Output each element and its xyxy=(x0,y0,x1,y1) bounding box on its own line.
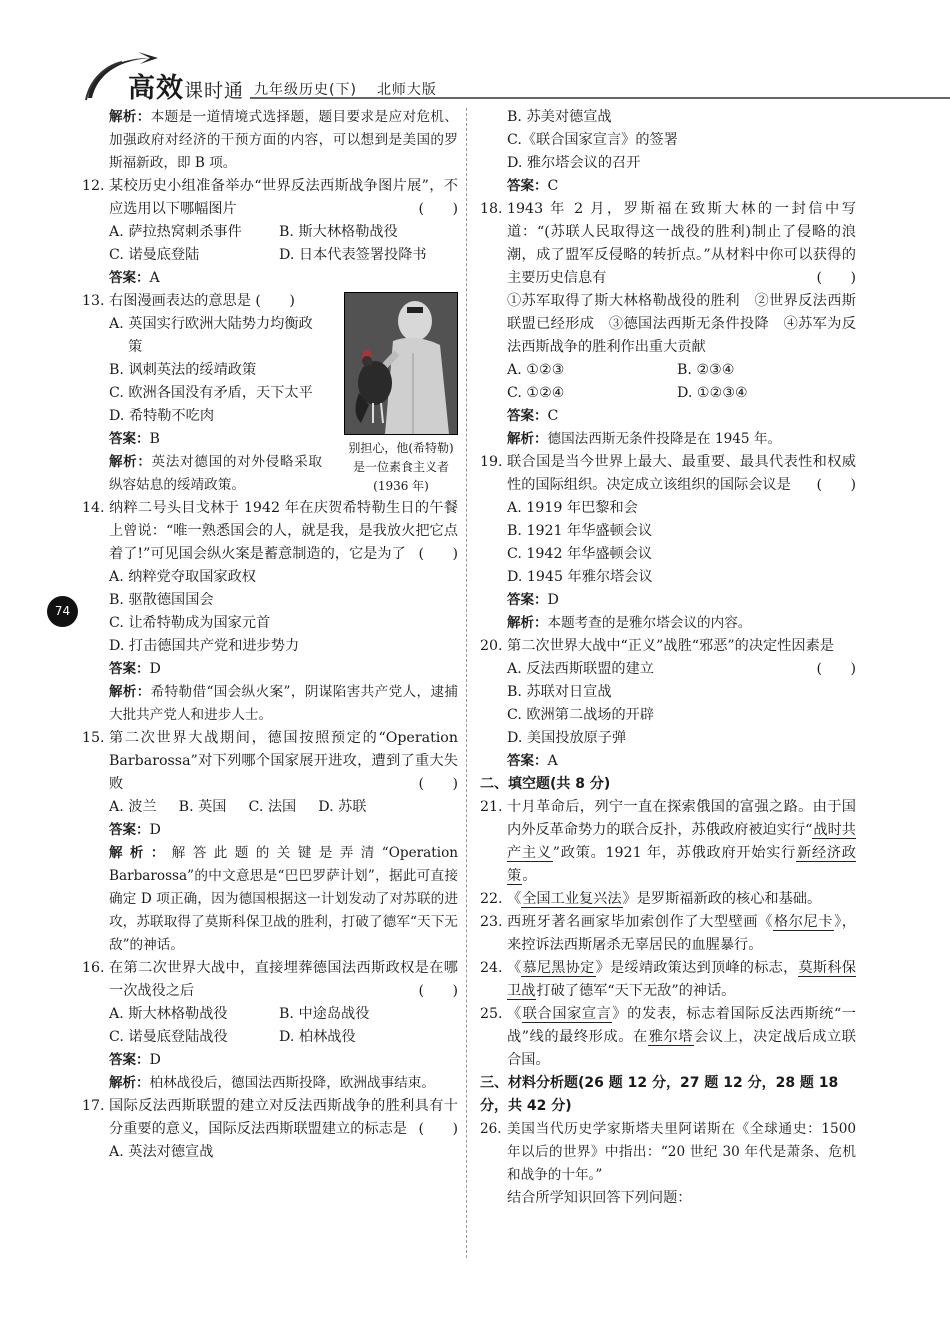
question-16: 16. 在第二次世界大战中，直接埋葬德国法西斯政权是在哪一次战役之后 ( ) xyxy=(82,960,458,999)
question-22: 22. 《全国工业复兴法》是罗斯福新政的核心和基础。 xyxy=(480,891,822,907)
q20-answer: 答案：A xyxy=(507,753,558,769)
right-column xyxy=(480,106,856,1210)
q19-option-c: C. 1942 年华盛顿会议 xyxy=(507,546,653,562)
q13-option-d: D. 希特勒不吃肉 xyxy=(109,408,215,424)
q20-option-a: A. 反法西斯联盟的建立 xyxy=(507,661,654,677)
q18-options-row1: A. ①②③ B. ②③④ xyxy=(507,362,735,378)
section-fill-in-heading: 二、填空题(共 8 分) xyxy=(480,776,611,792)
q18-explanation: 解析：德国法西斯无条件投降是在 1945 年。 xyxy=(507,431,782,447)
question-21: 21. 十月革命后，列宁一直在探索俄国的富强之路。由于国内外反革命势力的联合反扑，苏俄政府被迫实行“战时共产主义”政策。1921 年，苏俄政府开始实行新经济政策。 xyxy=(480,799,856,884)
q14-answer: 答案：D xyxy=(109,661,161,677)
q19-explanation: 解析：本题考查的是雅尔塔会议的内容。 xyxy=(507,615,752,631)
q17-answer: 答案：C xyxy=(507,178,559,194)
q14-option-b: B. 驱散德国国会 xyxy=(109,592,214,608)
q16-answer: 答案：D xyxy=(109,1052,161,1068)
question-14: 14. 纳粹二号头目戈林于 1942 年在庆贺希特勒生日的午餐上曾说：“唯一熟悉国会的人，就是我，是我放火把它点着了!”可见国会纵火案是蓄意制造的，它是为了 ( ) xyxy=(82,500,458,562)
q17-option-d: D. 雅尔塔会议的召开 xyxy=(507,155,641,171)
brand-small: 课时通 xyxy=(184,80,245,102)
q19-option-a: A. 1919 年巴黎和会 xyxy=(507,500,638,516)
q18-answer: 答案：C xyxy=(507,408,559,424)
q17-option-a: A. 英法对德宣战 xyxy=(109,1144,214,1160)
q14-explanation: 解析：希特勒借“国会纵火案”，阴谋陷害共产党人，逮捕大批共产党人和进步人士。 xyxy=(109,684,459,723)
q14-option-d: D. 打击德国共产党和进步势力 xyxy=(109,638,300,654)
q13-option-c: C. 欧洲各国没有矛盾，天下太平 xyxy=(109,385,313,401)
page-header xyxy=(0,0,950,110)
q14-option-c: C. 让希特勒成为国家元首 xyxy=(109,615,271,631)
q12-options-row2: C. 诺曼底登陆 D. 日本代表签署投降书 xyxy=(109,247,427,263)
q26-instruction: 结合所学知识回答下列问题： xyxy=(507,1190,692,1206)
q19-answer: 答案：D xyxy=(507,592,559,608)
q13-explanation: 解析：英法对德国的对外侵略采取纵容姑息的绥靖政策。 xyxy=(109,454,323,493)
question-13: 13. 右图漫画表达的意思是 ( ) xyxy=(82,293,295,309)
q12-options-row1: A. 萨拉热窝刺杀事件 B. 斯大林格勒战役 xyxy=(109,224,398,240)
cartoon-caption: 别担心，他(希特勒)是一位素食主义者(1936 年) xyxy=(348,441,454,493)
question-15: 15. 第二次世界大战期间，德国按照预定的“Operation Barbarossa”对下列哪个国家展开进攻，遭到了重大失败 ( ) xyxy=(82,730,458,792)
q11-explanation: 解析：本题是一道情境式选择题，题目要求是应对危机、加强政府对经济的干预方面的内容，可以想到是美国的罗斯福新政，即 B 项。 xyxy=(109,109,459,171)
q16-options-row2: C. 诺曼底登陆战役 D. 柏林战役 xyxy=(109,1029,356,1045)
cartoon-image xyxy=(344,292,458,435)
brand-title xyxy=(128,66,244,105)
question-18: 18. 1943 年 2 月，罗斯福在致斯大林的一封信中写道：“(苏联人民取得这一战役的胜利)制止了侵略的浪潮，成了盟军反侵略的转折点。”从材料中你可以获得的主要历史信息有 ( ) xyxy=(480,201,856,286)
q20-option-b: B. 苏联对日宣战 xyxy=(507,684,612,700)
q13-option-a: A. 英国实行欧洲大陆势力均衡政策 xyxy=(109,316,313,355)
question-25: 25. 《联合国家宣言》的发表，标志着国际反法西斯统“一战”线的最终形成。在雅尔塔会议上，决定战后成立联合国。 xyxy=(480,1006,856,1068)
question-24: 24. 《慕尼黑协定》是绥靖政策达到顶峰的标志，莫斯科保卫战打破了德军“天下无敌”的神话。 xyxy=(480,960,856,999)
question-26: 26. 美国当代历史学家斯塔夫里阿诺斯在《全球通史：1500 年以后的世界》中指出：“20 世纪 30 年代是萧条、危机和战争的十年。” xyxy=(480,1121,856,1183)
q16-explanation: 解析：柏林战役后，德国法西斯投降，欧洲战事结束。 xyxy=(109,1075,435,1091)
q17-option-b: B. 苏美对德宣战 xyxy=(507,109,612,125)
book-subtitle xyxy=(254,79,437,99)
q18-items: ①苏军取得了斯大林格勒战役的胜利 ②世界反法西斯联盟已经形成 ③德国法西斯无条件投降 ④苏军为反法西斯战争的胜利作出重大贡献 xyxy=(507,293,856,355)
grade-label: 九年级历史(下) xyxy=(254,82,357,98)
left-column xyxy=(82,106,458,1164)
q17-option-c: C.《联合国家宣言》的签署 xyxy=(507,132,678,148)
cartoon-hitler-rooster-illustration xyxy=(345,293,457,434)
question-17: 17. 国际反法西斯联盟的建立对反法西斯战争的胜利具有十分重要的意义，国际反法西斯联盟建立的标志是 ( ) xyxy=(82,1098,458,1137)
q20-option-c: C. 欧洲第二战场的开辟 xyxy=(507,707,655,723)
q16-options-row1: A. 斯大林格勒战役 B. 中途岛战役 xyxy=(109,1006,370,1022)
q19-option-b: B. 1921 年华盛顿会议 xyxy=(507,523,653,539)
q13-option-b: B. 讽刺英法的绥靖政策 xyxy=(109,362,257,378)
q18-options-row2: C. ①②④ D. ①②③④ xyxy=(507,385,748,401)
question-23: 23. 西班牙著名画家毕加索创作了大型壁画《格尔尼卡》，来控诉法西斯屠杀无辜居民的血腥暴行。 xyxy=(480,914,856,953)
q12-answer: 答案：A xyxy=(109,270,160,286)
page-number-badge: 74 xyxy=(47,596,78,627)
question-20: 20. 第二次世界大战中“正义”战胜“邪恶”的决定性因素是 ( ) xyxy=(480,638,856,677)
edition-label: 北师大版 xyxy=(376,82,437,98)
q14-option-a: A. 纳粹党夺取国家政权 xyxy=(109,569,256,585)
q19-option-d: D. 1945 年雅尔塔会议 xyxy=(507,569,653,585)
q20-option-d: D. 美国投放原子弹 xyxy=(507,730,627,746)
q15-answer: 答案：D xyxy=(109,822,161,838)
question-19: 19. 联合国是当今世界上最大、最重要、最具代表性和权威性的国际组织。决定成立该组织的国际会议是 ( ) xyxy=(480,454,856,493)
question-12: 12. 某校历史小组准备举办“世界反法西斯战争图片展”，不应选用以下哪幅图片 ( ) xyxy=(82,178,458,217)
q15-explanation: 解析：解答此题的关键是弄清“Operation Barbarossa”的中文意思是“巴巴罗萨计划”，据此可直接确定 D 项正确，因为德国根据这一计划发动了对苏联的进攻，苏联取得了莫斯科保卫战的胜利，打破了德军“天下无敌”的神话。 xyxy=(109,845,459,953)
q13-answer: 答案：B xyxy=(109,431,160,447)
column-divider xyxy=(466,108,467,1258)
brand-main: 高效 xyxy=(128,73,184,104)
section-material-analysis-heading: 三、材料分析题(26 题 12 分，27 题 12 分，28 题 18 分，共 42 分) xyxy=(480,1075,839,1114)
q15-options: A. 波兰 B. 英国 C. 法国 D. 苏联 xyxy=(109,799,367,815)
